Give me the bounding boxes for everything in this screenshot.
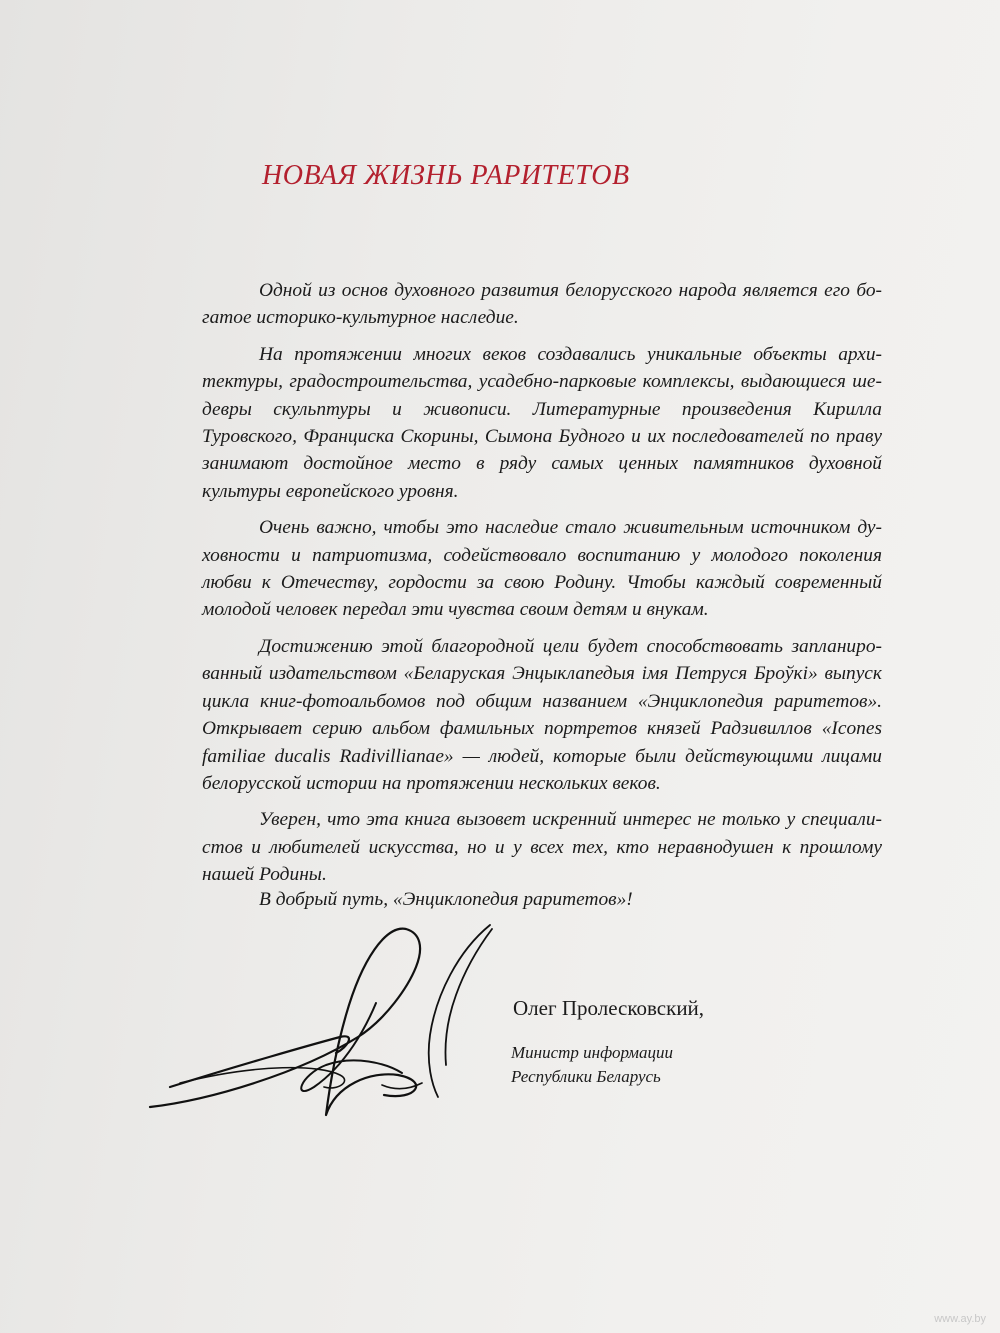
paragraph-2: На протяжении многих веков создавались уникальные объекты архитектуры, градостроительства, усадебно-парковые комплексы, выдающиеся шедевры скульптуры и живописи. Литературные произведения Кирилла Туровского, Франциска Скорины, Сымона Будного и их последователей по праву занимают достойное место в ряду самых ценных памятников духовной культуры европейского уровня. — [202, 343, 882, 502]
document-title: НОВАЯ ЖИЗНЬ РАРИТЕТОВ — [262, 160, 630, 191]
paragraph-5: Уверен, что эта книга вызовет искренний интерес не только у специалистов и любителей искусства, но и у всех тех, кто неравнодушен к прошлому нашей Родины. — [202, 809, 882, 886]
signer-name: Олег Пролесковский, — [513, 996, 705, 1020]
site-watermark: www.ay.by — [934, 1313, 986, 1325]
paragraph-1: Одной из основ духовного развития белорусского народа является его богатое историко-культурное наследие. — [202, 280, 882, 329]
signer-position-line-2: Республики Беларусь — [511, 1067, 661, 1086]
paragraph-3: Очень важно, чтобы это наследие стало живительным источником духовности и патриотизма, содействовало воспитанию у молодого поколения любви к Отечеству, гордости за свою Родину. Чтобы каждый современный молодой человек передал эти чувства своим детям и внукам. — [202, 517, 882, 621]
paragraph-4: Достижению этой благородной цели будет способствовать запланированный издательством «Беларуская Энцыклапедыя імя Петруся Броўкі» выпуск цикла книг-фотоальбомов под общим названием «Энциклопедия раритетов». Открывает серию альбом фамильных портретов князей Радзивиллов «Icones familiae ducalis Radivillianae» — людей, которые были действующими лицами белорусской истории на протяжении нескольких веков. — [202, 635, 882, 794]
handwritten-signature — [140, 915, 540, 1135]
closing-line: В добрый путь, «Энциклопедия раритетов»! — [259, 889, 633, 910]
signer-position — [511, 1041, 673, 1089]
document-body — [202, 277, 882, 898]
signer-position-line-1: Министр информации — [511, 1043, 673, 1062]
